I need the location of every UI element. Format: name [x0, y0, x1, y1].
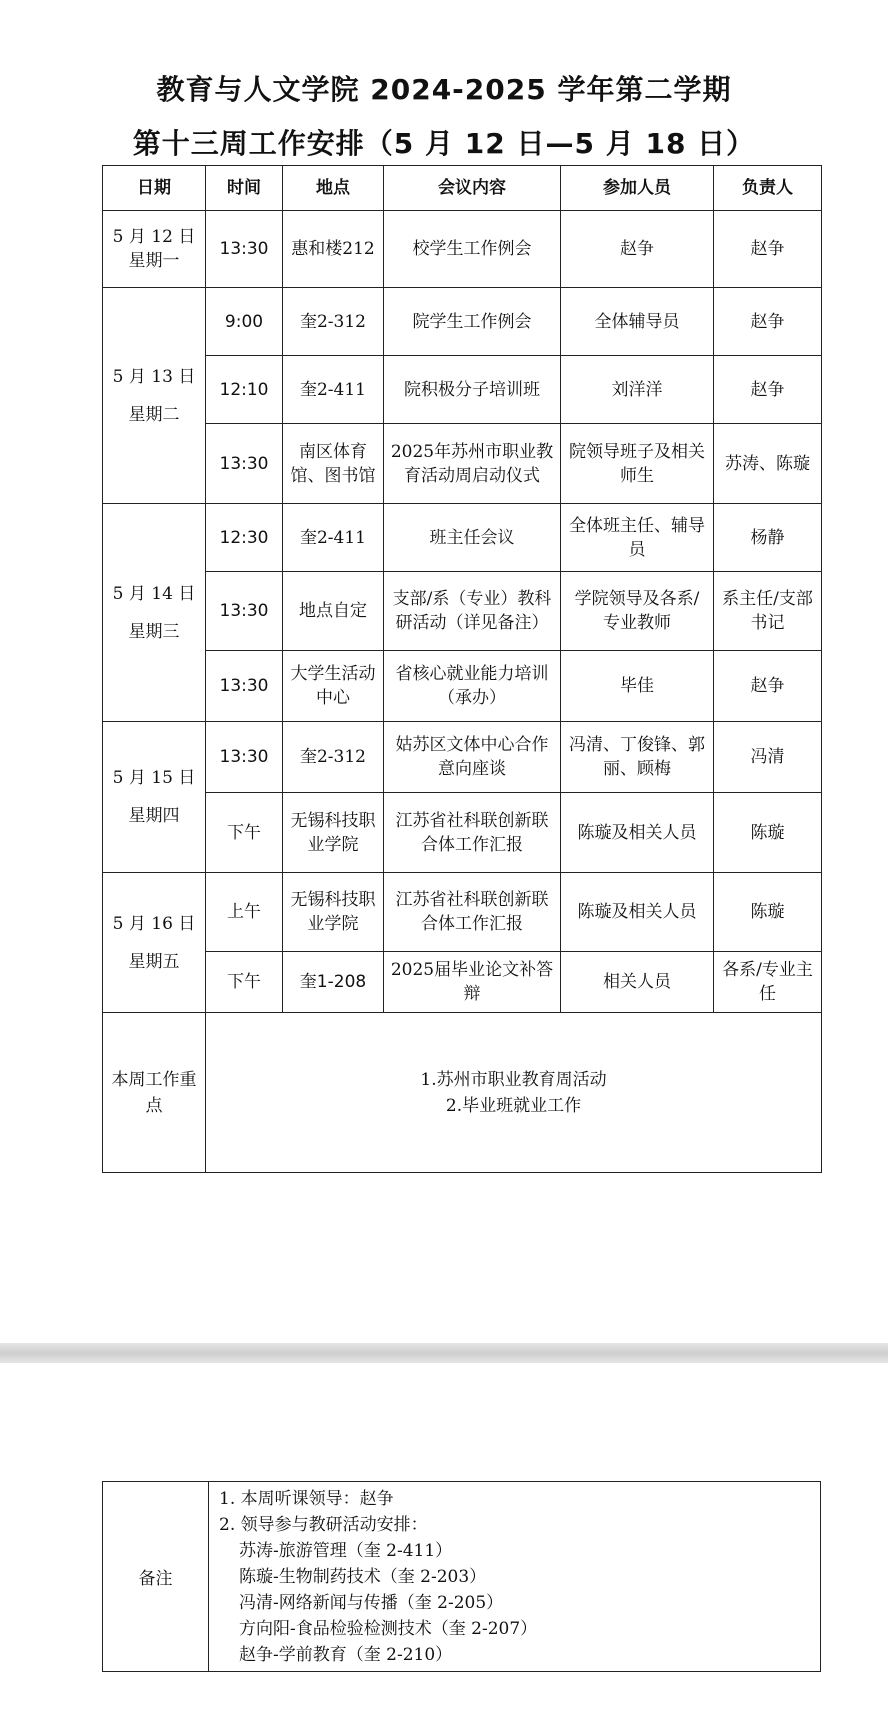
table-row	[103, 651, 822, 722]
notes-item: 陈璇-生物制药技术（奎 2-203）	[239, 1566, 487, 1587]
time-cell: 下午	[206, 793, 283, 873]
time-cell: 13:30	[206, 424, 283, 504]
table-row	[103, 722, 822, 793]
attendees-cell: 赵争	[561, 211, 714, 288]
header-date: 日期	[103, 166, 206, 211]
owner-cell: 赵争	[714, 211, 822, 288]
attendees-cell: 陈璇及相关人员	[561, 873, 714, 952]
notes-item: 冯清-网络新闻与传播（奎 2-205）	[239, 1592, 504, 1613]
date-cell	[103, 288, 206, 504]
schedule-table	[102, 165, 822, 1173]
attendees-cell: 刘洋洋	[561, 356, 714, 424]
notes-line: 2. 领导参与教研活动安排：	[219, 1514, 428, 1535]
place-cell: 地点自定	[283, 572, 384, 651]
table-row	[103, 288, 822, 356]
date-label: 5 月 15 日	[112, 768, 196, 788]
header-owner: 负责人	[714, 166, 822, 211]
attendees-cell: 院领导班子及相关师生	[561, 424, 714, 504]
owner-cell: 冯清	[714, 722, 822, 793]
content-cell: 江苏省社科联创新联合体工作汇报	[384, 873, 561, 952]
date-label: 5 月 14 日	[112, 583, 196, 604]
focus-item: 1.苏州市职业教育周活动	[420, 1069, 607, 1090]
header-row	[103, 166, 822, 211]
time-cell: 12:10	[206, 356, 283, 424]
place-cell: 大学生活动中心	[283, 651, 384, 722]
owner-cell: 赵争	[714, 651, 822, 722]
header-time: 时间	[206, 166, 283, 211]
time-cell: 13:30	[206, 572, 283, 651]
place-cell: 奎2-312	[283, 288, 384, 356]
content-cell: 省核心就业能力培训（承办）	[384, 651, 561, 722]
header-place: 地点	[283, 166, 384, 211]
content-cell: 支部/系（专业）教科研活动（详见备注）	[384, 572, 561, 651]
date-cell	[103, 211, 206, 288]
time-cell: 13:30	[206, 211, 283, 288]
date-label: 5 月 13 日	[112, 366, 196, 387]
time-cell: 上午	[206, 873, 283, 952]
place-cell: 奎1-208	[283, 952, 384, 1013]
place-cell: 奎2-411	[283, 504, 384, 572]
table-row	[103, 572, 822, 651]
table-row	[103, 793, 822, 873]
notes-item: 赵争-学前教育（奎 2-210）	[239, 1644, 453, 1665]
owner-cell: 陈璇	[714, 873, 822, 952]
page-break-divider	[0, 1343, 888, 1363]
attendees-cell: 相关人员	[561, 952, 714, 1013]
focus-list	[206, 1013, 822, 1173]
attendees-cell: 冯清、丁俊锋、郭丽、顾梅	[561, 722, 714, 793]
content-cell: 2025届毕业论文补答辩	[384, 952, 561, 1013]
document-subtitle: 第十三周工作安排（5 月 12 日—5 月 18 日）	[132, 127, 756, 160]
owner-cell: 赵争	[714, 288, 822, 356]
content-cell: 校学生工作例会	[384, 211, 561, 288]
header-attendees: 参加人员	[561, 166, 714, 211]
weekday-label: 星期三	[128, 621, 180, 642]
place-cell: 奎2-411	[283, 356, 384, 424]
time-cell: 13:30	[206, 722, 283, 793]
table-row	[103, 504, 822, 572]
owner-cell: 系主任/支部书记	[714, 572, 822, 651]
notes-label: 备注	[103, 1482, 209, 1672]
notes-row	[103, 1482, 821, 1672]
attendees-cell: 陈璇及相关人员	[561, 793, 714, 873]
focus-label: 本周工作重点	[103, 1013, 206, 1173]
date-cell	[103, 873, 206, 1013]
content-cell: 2025年苏州市职业教育活动周启动仪式	[384, 424, 561, 504]
table-row	[103, 424, 822, 504]
table-row	[103, 952, 822, 1013]
notes-line: 1. 本周听课领导：赵争	[219, 1488, 394, 1509]
owner-cell: 各系/专业主任	[714, 952, 822, 1013]
notes-table	[102, 1481, 821, 1672]
document-title: 教育与人文学院 2024-2025 学年第二学期	[156, 73, 732, 106]
header-content: 会议内容	[384, 166, 561, 211]
content-cell: 江苏省社科联创新联合体工作汇报	[384, 793, 561, 873]
content-cell: 院积极分子培训班	[384, 356, 561, 424]
focus-row	[103, 1013, 822, 1173]
owner-cell: 赵争	[714, 356, 822, 424]
date-label: 5 月 12 日	[112, 227, 196, 247]
time-cell: 13:30	[206, 651, 283, 722]
time-cell: 下午	[206, 952, 283, 1013]
time-cell: 12:30	[206, 504, 283, 572]
table-row	[103, 211, 822, 288]
place-cell: 无锡科技职业学院	[283, 873, 384, 952]
place-cell: 无锡科技职业学院	[283, 793, 384, 873]
notes-item: 苏涛-旅游管理（奎 2-411）	[239, 1540, 453, 1561]
date-cell	[103, 722, 206, 873]
attendees-cell: 全体班主任、辅导员	[561, 504, 714, 572]
owner-cell: 苏涛、陈璇	[714, 424, 822, 504]
weekday-label: 星期一	[128, 251, 180, 271]
weekday-label: 星期二	[128, 404, 180, 425]
content-cell: 院学生工作例会	[384, 288, 561, 356]
place-cell: 奎2-312	[283, 722, 384, 793]
weekday-label: 星期四	[128, 806, 180, 826]
content-cell: 班主任会议	[384, 504, 561, 572]
table-row	[103, 873, 822, 952]
owner-cell: 陈璇	[714, 793, 822, 873]
date-label: 5 月 16 日	[112, 913, 196, 934]
notes-body	[209, 1482, 821, 1672]
attendees-cell: 全体辅导员	[561, 288, 714, 356]
weekday-label: 星期五	[128, 951, 180, 972]
place-cell: 南区体育馆、图书馆	[283, 424, 384, 504]
date-cell	[103, 504, 206, 722]
focus-item: 2.毕业班就业工作	[445, 1095, 582, 1116]
content-cell: 姑苏区文体中心合作意向座谈	[384, 722, 561, 793]
attendees-cell: 学院领导及各系/专业教师	[561, 572, 714, 651]
place-cell: 惠和楼212	[283, 211, 384, 288]
attendees-cell: 毕佳	[561, 651, 714, 722]
owner-cell: 杨静	[714, 504, 822, 572]
notes-item: 方向阳-食品检验检测技术（奎 2-207）	[239, 1618, 538, 1639]
table-row	[103, 356, 822, 424]
time-cell: 9:00	[206, 288, 283, 356]
